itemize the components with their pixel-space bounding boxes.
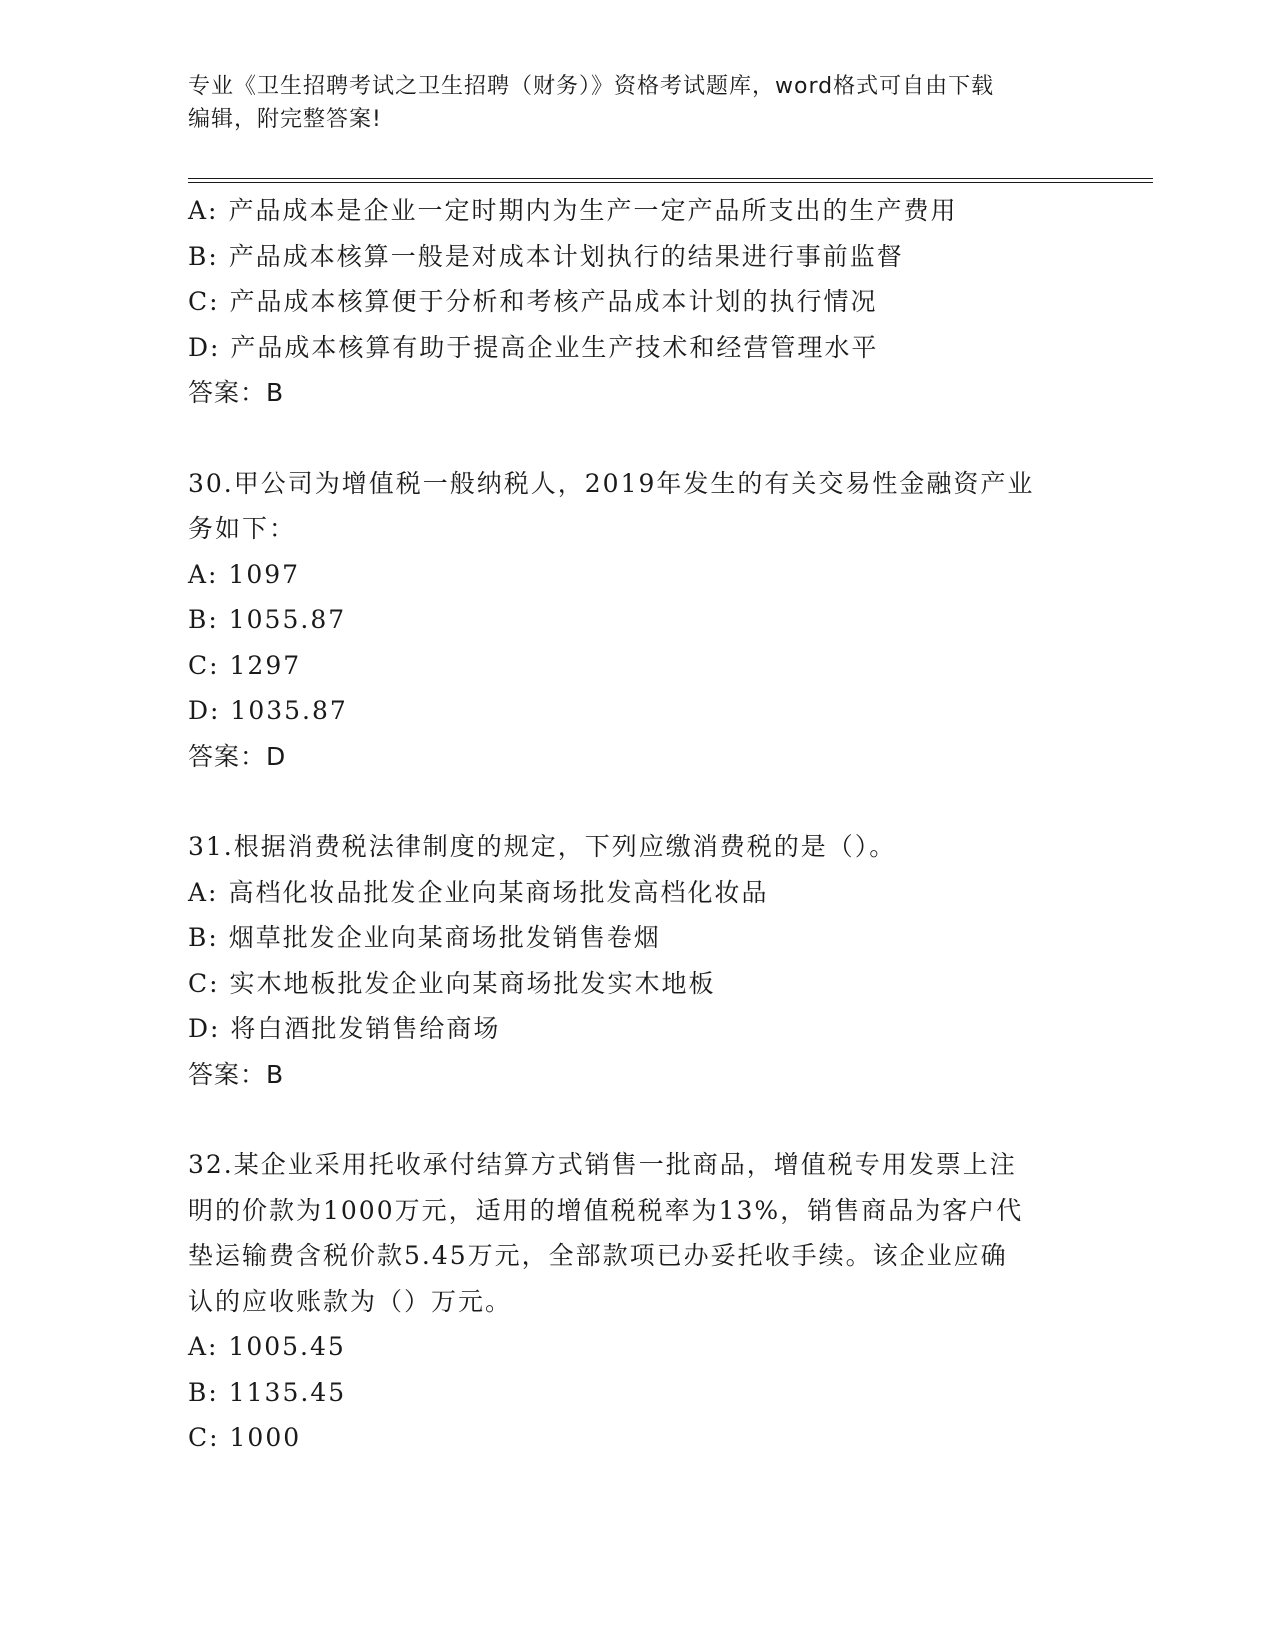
option-label: D: — [188, 696, 221, 725]
question-stem — [188, 1142, 1078, 1324]
spacer — [188, 779, 1088, 824]
option-c — [188, 961, 1088, 1007]
option-c — [188, 643, 1088, 689]
answer-text: 答案：D — [188, 741, 287, 771]
option-label: D: — [188, 332, 221, 362]
spacer — [188, 416, 1088, 461]
option-a — [188, 870, 1088, 916]
option-label: A: — [188, 1332, 219, 1361]
option-label: A: — [188, 559, 219, 589]
stem-line: 31.根据消费税法律制度的规定，下列应缴消费税的是（）。 — [188, 832, 897, 861]
header-line-2: 编辑，附完整答案! — [188, 107, 382, 132]
option-label: A: — [188, 877, 219, 907]
option-label: B: — [188, 923, 219, 952]
option-text: 实木地板批发企业向某商场批发实木地板 — [229, 968, 716, 998]
option-text: 产品成本核算便于分析和考核产品成本计划的执行情况 — [229, 287, 878, 316]
question-32 — [188, 1142, 1088, 1461]
option-b — [188, 915, 1088, 961]
stem-line: 30.甲公司为增值税一般纳税人，2019年发生的有关交易性金融资产业 — [188, 468, 1035, 498]
option-label: B: — [188, 1377, 219, 1407]
option-text: 产品成本是企业一定时期内为生产一定产品所支出的生产费用 — [228, 196, 958, 225]
option-c — [188, 279, 1088, 325]
answer-text: 答案：B — [188, 378, 285, 407]
option-b — [188, 597, 1088, 643]
question-31 — [188, 824, 1088, 1097]
option-c — [188, 1415, 1088, 1461]
option-b — [188, 1370, 1088, 1416]
question-stem — [188, 461, 1078, 552]
question-29 — [188, 188, 1088, 416]
question-stem — [188, 824, 1078, 870]
option-text: 产品成本核算一般是对成本计划执行的结果进行事前监督 — [228, 241, 904, 271]
stem-line: 明的价款为1000万元，适用的增值税税率为13%，销售商品为客户代 — [188, 1195, 1024, 1225]
option-label: C: — [188, 1423, 220, 1452]
option-label: C: — [188, 287, 220, 316]
option-a — [188, 1324, 1088, 1370]
option-text: 1035.87 — [230, 696, 348, 725]
option-text: 1055.87 — [228, 605, 347, 634]
option-d — [188, 1006, 1088, 1052]
option-text: 1135.45 — [228, 1377, 347, 1407]
option-label: A: — [188, 196, 219, 225]
option-text: 1005.45 — [228, 1332, 346, 1361]
stem-line: 务如下： — [188, 514, 297, 543]
option-a — [188, 552, 1088, 598]
option-label: D: — [188, 1014, 221, 1043]
question-30 — [188, 461, 1088, 780]
option-text: 烟草批发企业向某商场批发销售卷烟 — [228, 923, 661, 952]
option-label: C: — [188, 968, 220, 998]
question-content — [188, 188, 1088, 1461]
option-text: 将白酒批发销售给商场 — [230, 1014, 501, 1043]
option-text: 1000 — [229, 1423, 302, 1452]
option-text: 产品成本核算有助于提高企业生产技术和经营管理水平 — [230, 332, 879, 362]
header-line-1: 专业《卫生招聘考试之卫生招聘（财务）》资格考试题库，word格式可自由下载 — [188, 74, 995, 99]
option-d — [188, 688, 1088, 734]
stem-line: 垫运输费含税价款5.45万元，全部款项已办妥托收手续。该企业应确 — [188, 1241, 1008, 1270]
spacer — [188, 1097, 1088, 1142]
option-b — [188, 234, 1088, 280]
option-text: 1297 — [229, 650, 302, 680]
header-divider-bottom — [188, 182, 1153, 183]
option-label: B: — [188, 605, 219, 634]
option-label: C: — [188, 650, 220, 680]
option-a — [188, 188, 1088, 234]
option-text: 高档化妆品批发企业向某商场批发高档化妆品 — [228, 877, 769, 907]
stem-line: 认的应收账款为（）万元。 — [188, 1286, 513, 1316]
document-header — [188, 70, 1088, 136]
answer-text: 答案：B — [188, 1059, 285, 1089]
option-label: B: — [188, 241, 219, 271]
option-text: 1097 — [228, 559, 301, 589]
header-divider-top — [188, 178, 1153, 179]
stem-line: 32.某企业采用托收承付结算方式销售一批商品，增值税专用发票上注 — [188, 1150, 1017, 1179]
option-d — [188, 325, 1088, 371]
